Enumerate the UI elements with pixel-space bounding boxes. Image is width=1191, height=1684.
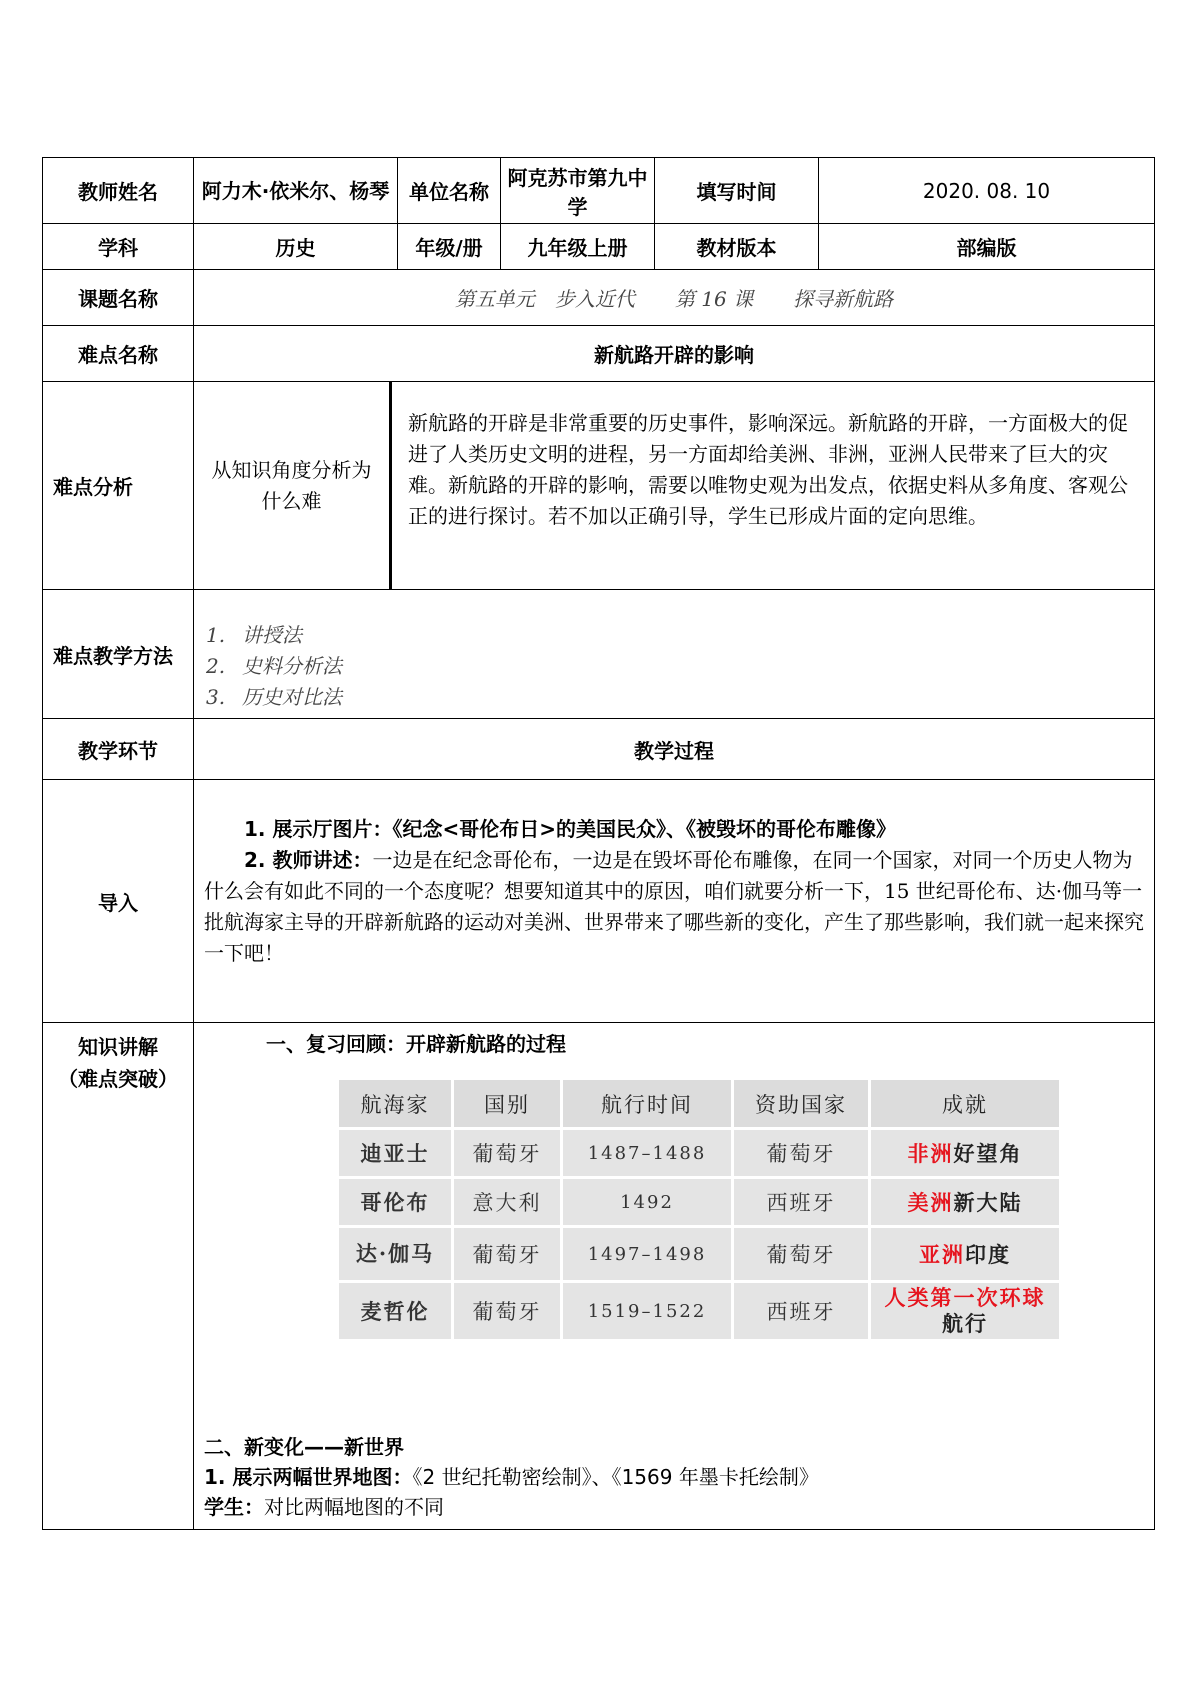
row-methods [43, 590, 1155, 719]
intro-cell [194, 780, 1155, 1023]
intro-label: 导入 [43, 780, 194, 1023]
voyage-time: 1497–1498 [563, 1228, 731, 1280]
grade-value: 九年级上册 [501, 224, 655, 270]
unit-value: 阿克苏市第九中学 [501, 158, 655, 224]
subject-value: 历史 [194, 224, 398, 270]
row-process [43, 719, 1155, 780]
voyage-row [339, 1228, 1059, 1280]
voyages-table [336, 1077, 1062, 1342]
navigator-name: 麦哲伦 [339, 1283, 451, 1339]
process-value: 教学过程 [194, 719, 1155, 780]
voyage-sponsor: 西班牙 [734, 1179, 868, 1225]
navigator-name: 迪亚士 [339, 1130, 451, 1176]
student-line: 学生：对比两幅地图的不同 [204, 1495, 444, 1519]
voyage-sponsor: 葡萄牙 [734, 1130, 868, 1176]
voyage-sponsor: 葡萄牙 [734, 1228, 868, 1280]
row-difficulty [43, 326, 1155, 382]
row-analysis [43, 382, 1155, 590]
voyages-header: 成就 [871, 1080, 1059, 1127]
navigator-country: 葡萄牙 [454, 1228, 560, 1280]
method-item: 3. 历史对比法 [206, 685, 342, 709]
analysis-cell [391, 382, 1155, 590]
show-maps-line: 1. 展示两幅世界地图：《2 世纪托勒密绘制》、《1569 年墨卡托绘制》 [204, 1465, 819, 1489]
section-2-heading: 二、新变化——新世界 [204, 1435, 404, 1459]
methods-label: 难点教学方法 [43, 590, 194, 719]
grade-label: 年级/册 [398, 224, 501, 270]
voyage-time: 1487–1488 [563, 1130, 731, 1176]
analysis-label: 难点分析 [43, 382, 194, 590]
difficulty-value: 新航路开辟的影响 [194, 326, 1155, 382]
intro-line-1: 1. 展示厅图片：《纪念<哥伦布日>的美国民众》、《被毁坏的哥伦布雕像》 [244, 817, 896, 841]
teacher-label: 教师姓名 [43, 158, 194, 224]
methods-list [194, 612, 1154, 713]
section-1-heading: 一、复习回顾：开辟新航路的过程 [266, 1032, 566, 1056]
voyage-row [339, 1179, 1059, 1225]
process-label: 教学环节 [43, 719, 194, 780]
navigator-country: 意大利 [454, 1179, 560, 1225]
topic-label: 课题名称 [43, 270, 194, 326]
topic-value: 第五单元 步入近代 第 16 课 探寻新航路 [194, 270, 1155, 326]
analysis-sub-label: 从知识角度分析为什么难 [194, 382, 391, 590]
voyages-header: 资助国家 [734, 1080, 868, 1127]
date-label: 填写时间 [655, 158, 819, 224]
subject-label: 学科 [43, 224, 194, 270]
voyages-header: 国别 [454, 1080, 560, 1127]
voyage-time: 1519–1522 [563, 1283, 731, 1339]
knowledge-cell [194, 1023, 1155, 1530]
edition-value: 部编版 [819, 224, 1155, 270]
voyage-achievement: 亚洲印度 [871, 1228, 1059, 1280]
intro-line-2: 2. 教师讲述：一边是在纪念哥伦布，一边是在毁坏哥伦布雕像，在同一个国家，对同一个历史人物为什么会有如此不同的一个态度呢？想要知道其中的原因，咱们就要分析一下，15 世纪哥伦布、达·伽马等一批航海家主导的开辟新航路的运动对美洲、世界带来了哪些新的变化，产生了那些影响，我们就一起来探究一下吧！ [204, 848, 1144, 965]
navigator-name: 达·伽马 [339, 1228, 451, 1280]
row-topic [43, 270, 1155, 326]
unit-label: 单位名称 [398, 158, 501, 224]
method-item: 1. 讲授法 [206, 623, 302, 647]
method-item: 2. 史料分析法 [206, 654, 342, 678]
row-knowledge [43, 1023, 1155, 1530]
voyage-achievement: 非洲好望角 [871, 1130, 1059, 1176]
voyage-sponsor: 西班牙 [734, 1283, 868, 1339]
row-subject [43, 224, 1155, 270]
date-value: 2020. 08. 10 [819, 158, 1155, 224]
knowledge-label: 知识讲解 （难点突破） [43, 1023, 194, 1530]
voyages-header: 航行时间 [563, 1080, 731, 1127]
edition-label: 教材版本 [655, 224, 819, 270]
voyages-header: 航海家 [339, 1080, 451, 1127]
row-intro [43, 780, 1155, 1023]
voyage-time: 1492 [563, 1179, 731, 1225]
difficulty-label: 难点名称 [43, 326, 194, 382]
voyage-row [339, 1283, 1059, 1339]
analysis-text: 新航路的开辟是非常重要的历史事件，影响深远。新航路的开辟，一方面极大的促进了人类历史文明的进程，另一方面却给美洲、非洲，亚洲人民带来了巨大的灾难。新航路的开辟的影响，需要以唯物史观为出发点，依据史料从多角度、客观公正的进行探讨。若不加以正确引导，学生已形成片面的定向思维。 [408, 411, 1128, 528]
row-teacher [43, 158, 1155, 224]
teacher-value: 阿力木·依米尔、杨琴 [194, 158, 398, 224]
lesson-plan-sheet [42, 157, 1154, 1530]
voyages-header-row [339, 1080, 1059, 1127]
voyage-achievement: 人类第一次环球航行 [871, 1283, 1059, 1339]
voyage-row [339, 1130, 1059, 1176]
lesson-plan-table [42, 157, 1155, 1530]
navigator-name: 哥伦布 [339, 1179, 451, 1225]
voyage-achievement: 美洲新大陆 [871, 1179, 1059, 1225]
methods-cell [194, 590, 1155, 719]
navigator-country: 葡萄牙 [454, 1283, 560, 1339]
navigator-country: 葡萄牙 [454, 1130, 560, 1176]
